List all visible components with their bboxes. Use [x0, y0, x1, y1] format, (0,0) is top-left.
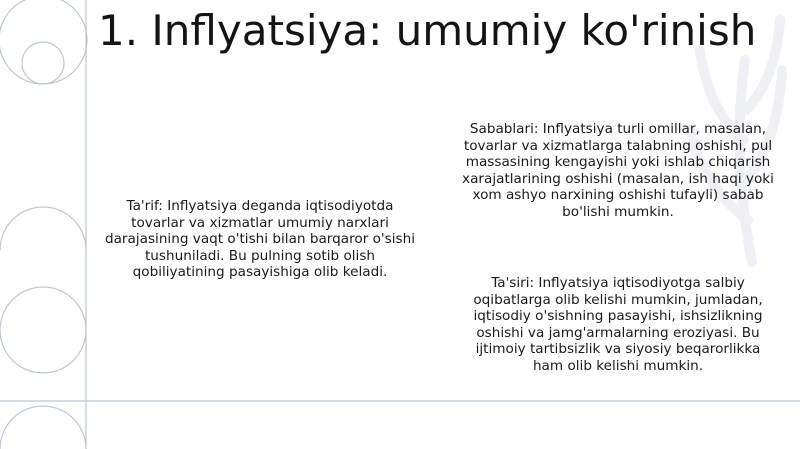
- causes-text: Sabablari: Inflyatsiya turli omillar, masalan, tovarlar va xizmatlarga talabning oshishi, pul massasining kengayishi yoki ishlab chiqarish xarajatlarining oshishi (masalan, ish haqi yoki xom ashyo narxining oshishi tufayli) sabab bo'lishi mumkin.: [462, 121, 774, 220]
- large-circle-top: [0, 0, 87, 84]
- circle-bottom: [0, 287, 86, 373]
- small-circle-top: [22, 42, 64, 84]
- effects-text: Ta'siri: Inflyatsiya iqtisodiyotga salbiy oqibatlarga olib kelishi mumkin, jumladan, iqtisodiy o'sishning pasayishi, ishsizlikning oshishi va jamg'armalarning eroziyasi. Bu ijtimoiy tartibsizlik va siyosiy beqarorlikka ham olib kelishi mumkin.: [473, 275, 763, 374]
- arch-bottom: [0, 406, 86, 449]
- arch-middle: [0, 207, 86, 250]
- slide-title: 1. Inflyatsiya: umumiy ko'rinish: [98, 6, 757, 55]
- definition-text: Ta'rif: Inflyatsiya deganda iqtisodiyotda tovarlar va xizmatlar umumiy narxlari darajasining vaqt o'tishi bilan barqaror o'sishi tushuniladi. Bu pulning sotib olish qobiliyatining pasayishiga olib keladi.: [104, 198, 416, 281]
